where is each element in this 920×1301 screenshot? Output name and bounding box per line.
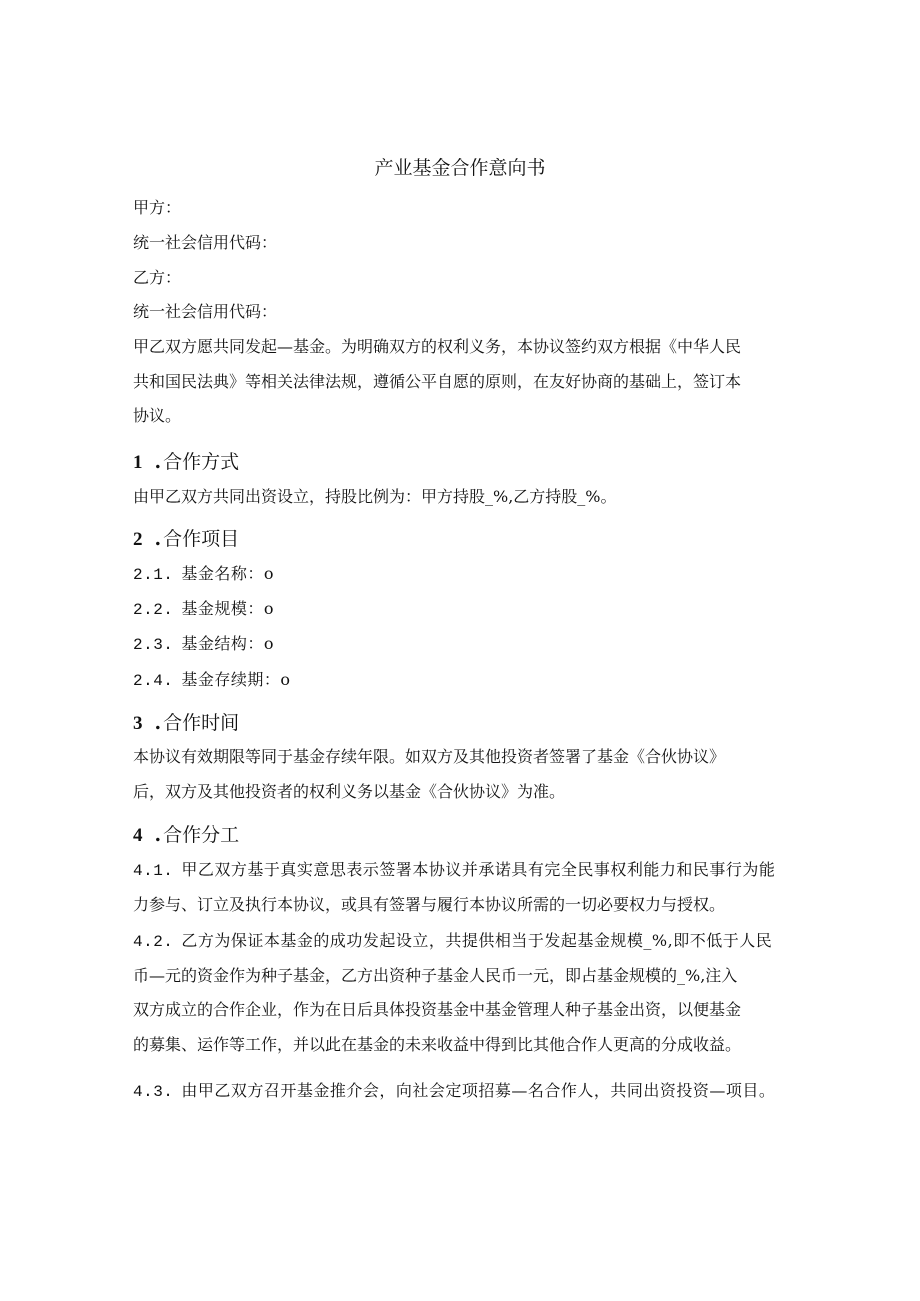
section-1-heading: 1 . 合作方式 (133, 451, 240, 473)
clause-number: 2.4. (133, 672, 174, 690)
clause-text: 由甲乙双方召开基金推介会，向社会定项招募—名合作人，共同出资投资—项目。 (181, 1081, 776, 1100)
party-b-code-label: 统一社会信用代码： (133, 302, 278, 321)
party-a-code-label: 统一社会信用代码： (133, 233, 278, 252)
section-number: 4 (133, 825, 143, 846)
clause-4-3-line-1 (133, 1081, 775, 1102)
clause-text: 基金规模：o (181, 599, 275, 618)
clause-text: 基金结构：o (181, 634, 275, 653)
clause-4-2-line-1 (133, 931, 772, 952)
section-number: 2 (133, 529, 143, 550)
section-title: 合作项目 (163, 528, 240, 550)
clause-2-2 (133, 599, 274, 620)
document-title: 产业基金合作意向书 (374, 157, 546, 179)
section-3-body-line-2: 后，双方及其他投资者的权利义务以基金《合伙协议》为准。 (133, 782, 566, 801)
section-number: 1 (133, 452, 143, 473)
section-2-heading: 2 . 合作项目 (133, 528, 240, 550)
preamble-line-2: 共和国民法典》等相关法律法规，遵循公平自愿的原则，在友好协商的基础上，签订本 (133, 372, 742, 391)
clause-4-2-line-3: 双方成立的合作企业，作为在日后具体投资基金中基金管理人种子基金出资，以便基金 (133, 1000, 742, 1019)
section-number: 3 (133, 713, 143, 734)
section-title: 合作分工 (163, 824, 240, 846)
preamble-line-1: 甲乙双方愿共同发起—基金。为明确双方的权利义务，本协议签约双方根据《中华人民 (133, 337, 742, 356)
section-title: 合作时间 (163, 712, 240, 734)
clause-4-1-line-2: 力参与、订立及执行本协议，或具有签署与履行本协议所需的一切必要权力与授权。 (133, 895, 726, 914)
clause-2-1 (133, 564, 274, 585)
clause-number: 2.3. (133, 636, 174, 654)
clause-2-4 (133, 670, 291, 691)
clause-number: 4.3. (133, 1083, 174, 1101)
clause-text: 甲乙双方基于真实意思表示签署本协议并承诺具有完全民事权利能力和民事行为能 (181, 860, 776, 879)
section-3-heading: 3 . 合作时间 (133, 712, 240, 734)
clause-number: 4.2. (133, 933, 174, 951)
clause-text: 基金名称：o (181, 564, 275, 583)
clause-4-1-line-1 (133, 860, 775, 881)
party-b-label: 乙方： (133, 268, 182, 287)
party-a-label: 甲方： (133, 198, 182, 217)
clause-text: 乙方为保证本基金的成功发起设立，共提供相当于发起基金规模_%,即不低于人民 (181, 931, 773, 950)
clause-number: 2.1. (133, 566, 174, 584)
clause-number: 2.2. (133, 601, 174, 619)
section-title: 合作方式 (163, 451, 240, 473)
section-4-heading: 4 . 合作分工 (133, 824, 240, 846)
clause-text: 基金存续期：o (181, 670, 291, 689)
section-1-body: 由甲乙双方共同出资设立，持股比例为：甲方持股_%,乙方持股_%。 (133, 487, 617, 506)
preamble-line-3: 协议。 (133, 406, 182, 425)
clause-4-2-line-4: 的募集、运作等工作，并以此在基金的未来收益中得到比其他合作人更高的分成收益。 (133, 1035, 742, 1054)
clause-number: 4.1. (133, 862, 174, 880)
section-3-body-line-1: 本协议有效期限等同于基金存续年限。如双方及其他投资者签署了基金《合伙协议》 (133, 747, 726, 766)
clause-2-3 (133, 634, 274, 655)
clause-4-2-line-2: 币—元的资金作为种子基金，乙方出资种子基金人民币一元，即占基金规模的_%,注入 (133, 966, 738, 985)
